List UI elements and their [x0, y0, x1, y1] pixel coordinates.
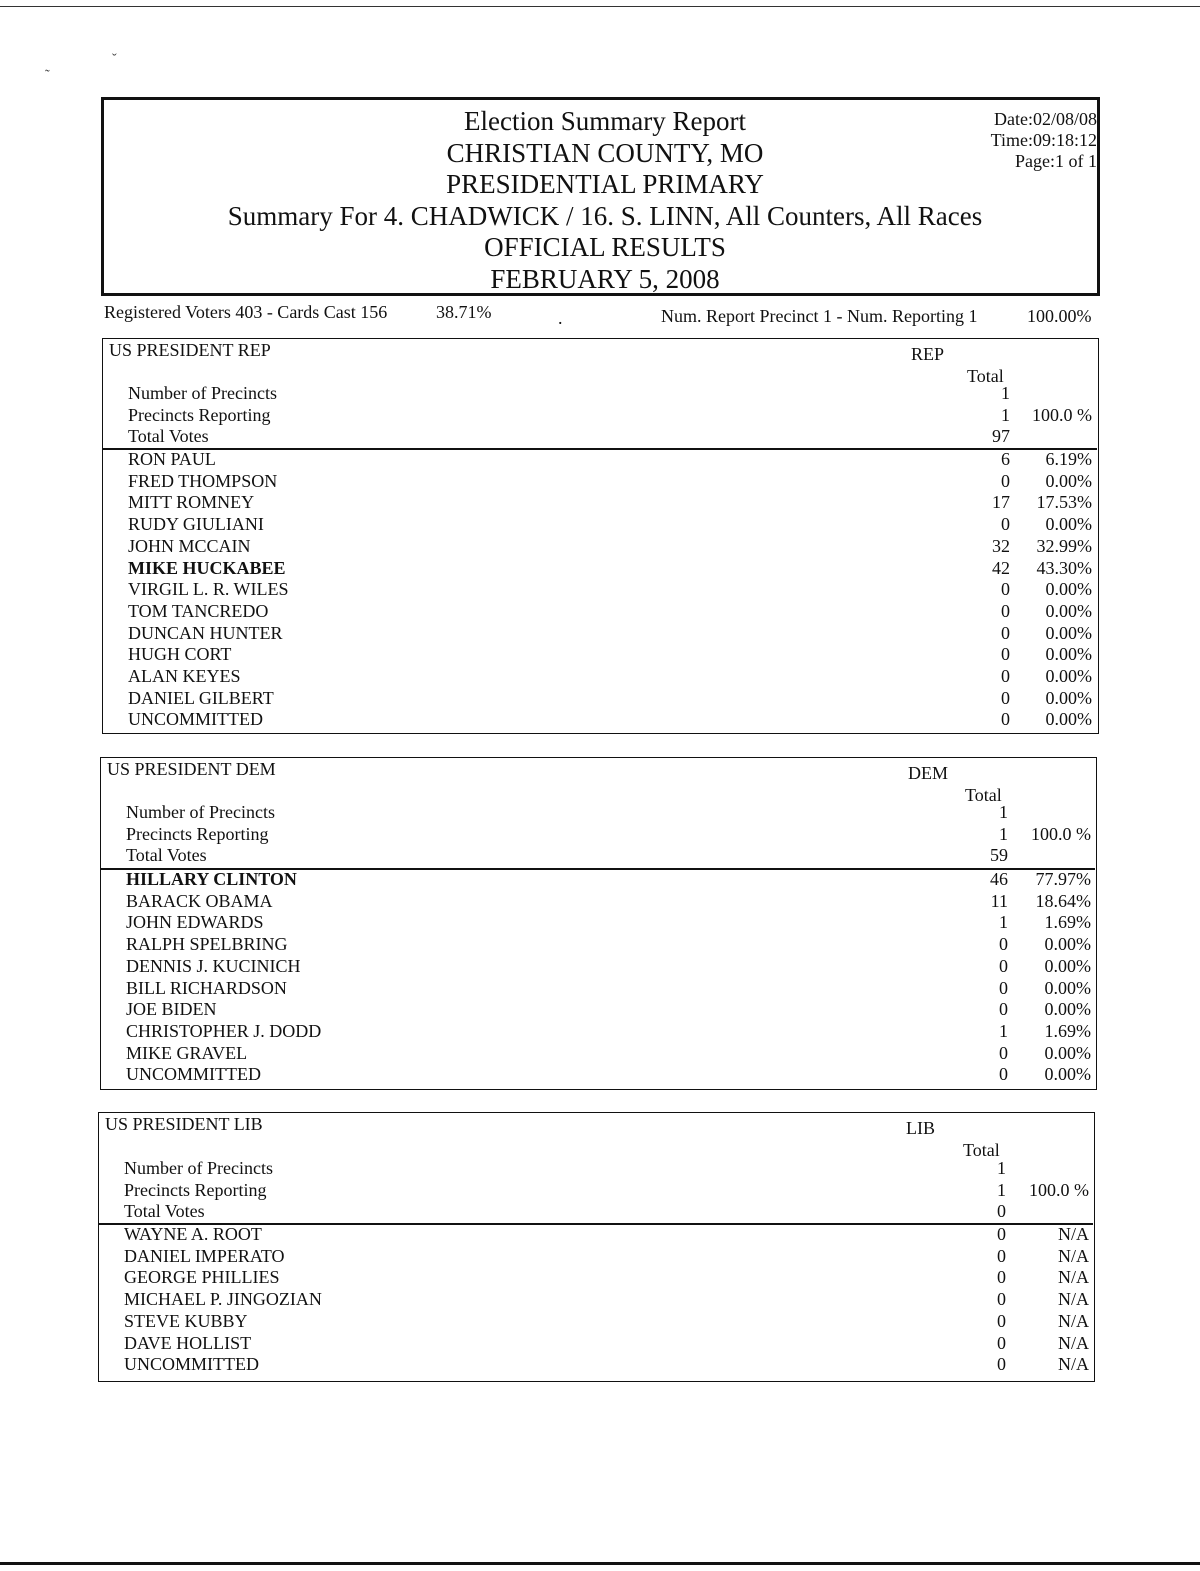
- scan-speck-mark: ˇ: [112, 52, 117, 67]
- candidate-row: [126, 978, 1091, 1000]
- candidate-row: [128, 644, 1092, 666]
- stat-row-percent: 100.0 %: [1029, 1179, 1089, 1200]
- candidate-row: [128, 601, 1092, 623]
- candidate-row-label: JOE BIDEN: [126, 999, 217, 1020]
- election-name: PRESIDENTIAL PRIMARY: [446, 169, 764, 199]
- stat-row-label: Number of Precincts: [124, 1158, 273, 1178]
- registered-voters-text: Registered Voters 403 - Cards Cast 156: [104, 302, 388, 322]
- candidate-row-votes: 0: [1001, 644, 1010, 665]
- candidate-row-votes: 0: [999, 999, 1008, 1020]
- candidate-row: [124, 1224, 1089, 1246]
- race-box-rep: [102, 338, 1099, 734]
- candidate-row-label: DUNCAN HUNTER: [128, 622, 283, 643]
- candidate-row-votes: 0: [1001, 514, 1010, 535]
- candidate-row: [128, 709, 1092, 731]
- stat-row-percent: 100.0 %: [1032, 404, 1092, 425]
- candidate-row-votes: 46: [990, 869, 1008, 889]
- candidate-row-votes: 1: [999, 1020, 1008, 1041]
- candidate-row-percent: N/A: [1058, 1289, 1089, 1310]
- candidate-row-label: MICHAEL P. JINGOZIAN: [124, 1289, 322, 1310]
- candidate-row: [128, 666, 1092, 688]
- candidate-row-percent: 0.00%: [1045, 514, 1092, 535]
- stat-row: [124, 1201, 1089, 1223]
- stat-row-votes: 1: [999, 802, 1008, 822]
- candidate-row-votes: 32: [992, 535, 1010, 556]
- candidate-row-label: JOHN MCCAIN: [128, 535, 251, 556]
- stat-row-percent: 100.0 %: [1031, 823, 1091, 844]
- candidate-row: [126, 1043, 1091, 1065]
- county-name: CHRISTIAN COUNTY, MO: [446, 137, 764, 168]
- candidate-row: [126, 891, 1091, 913]
- candidate-row: [126, 956, 1091, 978]
- party-label: LIB: [906, 1118, 935, 1138]
- stat-row-label: Number of Precincts: [128, 383, 277, 403]
- candidate-row: [128, 623, 1092, 645]
- candidate-row-votes: 0: [997, 1310, 1006, 1331]
- candidate-row-label: JOHN EDWARDS: [126, 912, 264, 933]
- candidate-row-label: MIKE GRAVEL: [126, 1042, 248, 1063]
- candidate-row-votes: 0: [997, 1354, 1006, 1375]
- candidate-row-votes: 0: [1001, 666, 1010, 686]
- stat-row-votes: 1: [1001, 404, 1010, 425]
- candidate-row-label: WAYNE A. ROOT: [124, 1224, 262, 1244]
- candidate-row: [126, 999, 1091, 1021]
- candidate-row-label: RUDY GIULIANI: [128, 514, 264, 535]
- candidate-row-label: HILLARY CLINTON: [126, 869, 297, 889]
- candidate-row-votes: 0: [1001, 600, 1010, 621]
- candidate-row-label: BILL RICHARDSON: [126, 977, 287, 998]
- candidate-row-label: HUGH CORT: [128, 644, 232, 665]
- candidate-row-percent: 6.19%: [1045, 449, 1092, 469]
- candidate-row-votes: 0: [997, 1245, 1006, 1266]
- candidate-row-percent: 0.00%: [1044, 999, 1091, 1020]
- stat-row-votes: 97: [992, 426, 1010, 447]
- scan-top-edge-line: [0, 6, 1200, 7]
- candidate-row-percent: 1.69%: [1044, 1020, 1091, 1041]
- candidate-row-votes: 42: [992, 557, 1010, 578]
- election-date: FEBRUARY 5, 2008: [490, 263, 720, 294]
- candidate-row-label: GEORGE PHILLIES: [124, 1267, 280, 1288]
- candidate-row-votes: 0: [999, 934, 1008, 955]
- turnout-percent: 38.71%: [436, 302, 492, 322]
- party-label: REP: [911, 344, 945, 364]
- candidate-row-percent: N/A: [1058, 1310, 1089, 1331]
- report-page: Page:1 of 1: [1015, 151, 1097, 171]
- candidate-row-percent: 0.00%: [1045, 600, 1092, 621]
- stat-row: [126, 802, 1091, 824]
- candidate-row-percent: 0.00%: [1045, 666, 1092, 686]
- candidate-row-percent: N/A: [1058, 1245, 1089, 1266]
- candidate-row: [128, 471, 1092, 493]
- candidate-row-votes: 0: [1001, 470, 1010, 491]
- candidate-row: [128, 536, 1092, 558]
- candidate-row-votes: 0: [997, 1224, 1006, 1244]
- race-box-lib: [98, 1112, 1095, 1382]
- stat-row-votes: 0: [997, 1201, 1006, 1222]
- candidate-row-label: MIKE HUCKABEE: [128, 557, 286, 578]
- stat-row: [126, 845, 1091, 867]
- candidate-row-percent: N/A: [1058, 1332, 1089, 1353]
- candidate-row-votes: 0: [1001, 687, 1010, 708]
- candidate-row-percent: N/A: [1058, 1267, 1089, 1288]
- precinct-reporting-percent: 100.00%: [1027, 306, 1092, 326]
- candidate-row-label: DANIEL IMPERATO: [124, 1245, 285, 1266]
- candidate-row-percent: 0.00%: [1045, 644, 1092, 665]
- scan-speck-mark: ˜: [45, 68, 50, 83]
- stat-row-label: Precincts Reporting: [126, 823, 269, 844]
- candidate-row-percent: N/A: [1058, 1224, 1089, 1244]
- stat-row-label: Number of Precincts: [126, 802, 275, 822]
- candidate-row-label: FRED THOMPSON: [128, 470, 278, 491]
- candidate-row-label: DAVE HOLLIST: [124, 1332, 252, 1353]
- candidate-row-label: MITT ROMNEY: [128, 492, 255, 513]
- candidate-row-percent: 32.99%: [1036, 535, 1092, 556]
- candidate-row: [128, 514, 1092, 536]
- candidate-row-percent: 77.97%: [1035, 869, 1091, 889]
- candidate-row-votes: 0: [997, 1289, 1006, 1310]
- stat-row: [128, 426, 1092, 448]
- candidate-row-votes: 0: [1001, 622, 1010, 643]
- stat-row-votes: 59: [990, 845, 1008, 866]
- candidate-row: [124, 1311, 1089, 1333]
- candidate-row: [124, 1289, 1089, 1311]
- candidate-row-label: UNCOMMITTED: [126, 1064, 261, 1085]
- candidate-row-percent: 0.00%: [1045, 622, 1092, 643]
- stat-row-votes: 1: [997, 1179, 1006, 1200]
- candidate-row-percent: 0.00%: [1045, 709, 1092, 730]
- candidate-row: [124, 1333, 1089, 1355]
- total-column-header: Total: [963, 1140, 1000, 1160]
- candidate-row-percent: 0.00%: [1045, 687, 1092, 708]
- candidate-row-votes: 0: [999, 1042, 1008, 1063]
- candidate-row-label: RALPH SPELBRING: [126, 934, 288, 955]
- candidate-row-percent: 0.00%: [1044, 955, 1091, 976]
- stat-row-label: Precincts Reporting: [128, 404, 271, 425]
- candidate-row-label: BARACK OBAMA: [126, 890, 273, 911]
- report-date: Date:02/08/08: [994, 109, 1097, 129]
- candidate-row-label: RON PAUL: [128, 449, 216, 469]
- candidate-row-votes: 11: [990, 890, 1008, 911]
- candidate-row: [124, 1354, 1089, 1376]
- candidate-row: [124, 1246, 1089, 1268]
- stat-row-votes: 1: [999, 823, 1008, 844]
- party-label: DEM: [908, 763, 948, 783]
- stat-row: [126, 824, 1091, 846]
- candidate-row-votes: 0: [1001, 709, 1010, 730]
- candidate-row-label: ALAN KEYES: [128, 666, 241, 686]
- report-title-block: [104, 106, 1106, 295]
- stat-row: [124, 1158, 1089, 1180]
- stat-row-label: Total Votes: [128, 426, 209, 447]
- candidate-row-percent: 0.00%: [1045, 579, 1092, 600]
- stat-row-votes: 1: [1001, 383, 1010, 403]
- candidate-row: [128, 688, 1092, 710]
- candidate-row-label: CHRISTOPHER J. DODD: [126, 1020, 322, 1041]
- stat-row: [128, 405, 1092, 427]
- candidate-row: [126, 1064, 1091, 1086]
- candidate-row-percent: 0.00%: [1044, 1042, 1091, 1063]
- candidate-row: [126, 912, 1091, 934]
- candidate-row-votes: 0: [997, 1332, 1006, 1353]
- candidate-row-votes: 0: [999, 1064, 1008, 1085]
- candidate-row-votes: 0: [999, 977, 1008, 998]
- summary-scope: Summary For 4. CHADWICK / 16. S. LINN, All Counters, All Races: [227, 200, 983, 231]
- report-time: Time:09:18:12: [990, 130, 1097, 150]
- candidate-row-votes: 0: [997, 1267, 1006, 1288]
- candidate-row-label: DENNIS J. KUCINICH: [126, 955, 301, 976]
- candidate-row-percent: 18.64%: [1035, 890, 1091, 911]
- candidate-row: [126, 869, 1091, 891]
- stat-row-label: Total Votes: [126, 845, 207, 866]
- candidate-row-label: UNCOMMITTED: [128, 709, 263, 730]
- candidate-row-percent: 0.00%: [1044, 977, 1091, 998]
- candidate-row-percent: 0.00%: [1044, 934, 1091, 955]
- candidate-row-label: STEVE KUBBY: [124, 1310, 248, 1331]
- candidate-row-label: UNCOMMITTED: [124, 1354, 259, 1375]
- candidate-row-votes: 0: [999, 955, 1008, 976]
- candidate-row: [128, 449, 1092, 471]
- candidate-row-percent: 0.00%: [1045, 470, 1092, 491]
- race-title: US PRESIDENT REP: [109, 340, 271, 360]
- stat-row-label: Total Votes: [124, 1201, 205, 1222]
- candidate-row-percent: N/A: [1058, 1354, 1089, 1375]
- candidate-row-label: VIRGIL L. R. WILES: [128, 579, 289, 600]
- candidate-row-percent: 17.53%: [1036, 492, 1092, 513]
- candidate-row-label: TOM TANCREDO: [128, 600, 269, 621]
- candidate-row-votes: 0: [1001, 579, 1010, 600]
- candidate-row: [124, 1267, 1089, 1289]
- scan-bottom-edge-line: [0, 1562, 1200, 1565]
- candidate-row-label: DANIEL GILBERT: [128, 687, 274, 708]
- candidate-row-percent: 0.00%: [1044, 1064, 1091, 1085]
- stat-row: [124, 1180, 1089, 1202]
- race-title: US PRESIDENT DEM: [107, 759, 276, 779]
- report-header-box: [101, 97, 1100, 296]
- candidate-row-percent: 1.69%: [1044, 912, 1091, 933]
- report-title: Election Summary Report: [464, 106, 746, 136]
- race-title: US PRESIDENT LIB: [105, 1114, 263, 1134]
- candidate-row-votes: 1: [999, 912, 1008, 933]
- stat-row: [128, 383, 1092, 405]
- candidate-row-votes: 17: [992, 492, 1010, 513]
- candidate-row: [126, 1021, 1091, 1043]
- candidate-row: [128, 579, 1092, 601]
- results-status: OFFICIAL RESULTS: [484, 232, 726, 262]
- stat-row-votes: 1: [997, 1158, 1006, 1178]
- stat-row-label: Precincts Reporting: [124, 1179, 267, 1200]
- total-column-header: Total: [967, 366, 1004, 386]
- race-box-dem: [100, 757, 1097, 1090]
- precinct-reporting-text: Num. Report Precinct 1 - Num. Reporting 1: [661, 306, 978, 326]
- total-column-header: Total: [965, 785, 1002, 805]
- candidate-row: [128, 558, 1092, 580]
- candidate-row-votes: 6: [1001, 449, 1010, 469]
- candidate-row: [126, 934, 1091, 956]
- candidate-row-percent: 43.30%: [1036, 557, 1092, 578]
- candidate-row: [128, 492, 1092, 514]
- report-meta: [991, 109, 1097, 172]
- scan-dot: .: [558, 308, 563, 328]
